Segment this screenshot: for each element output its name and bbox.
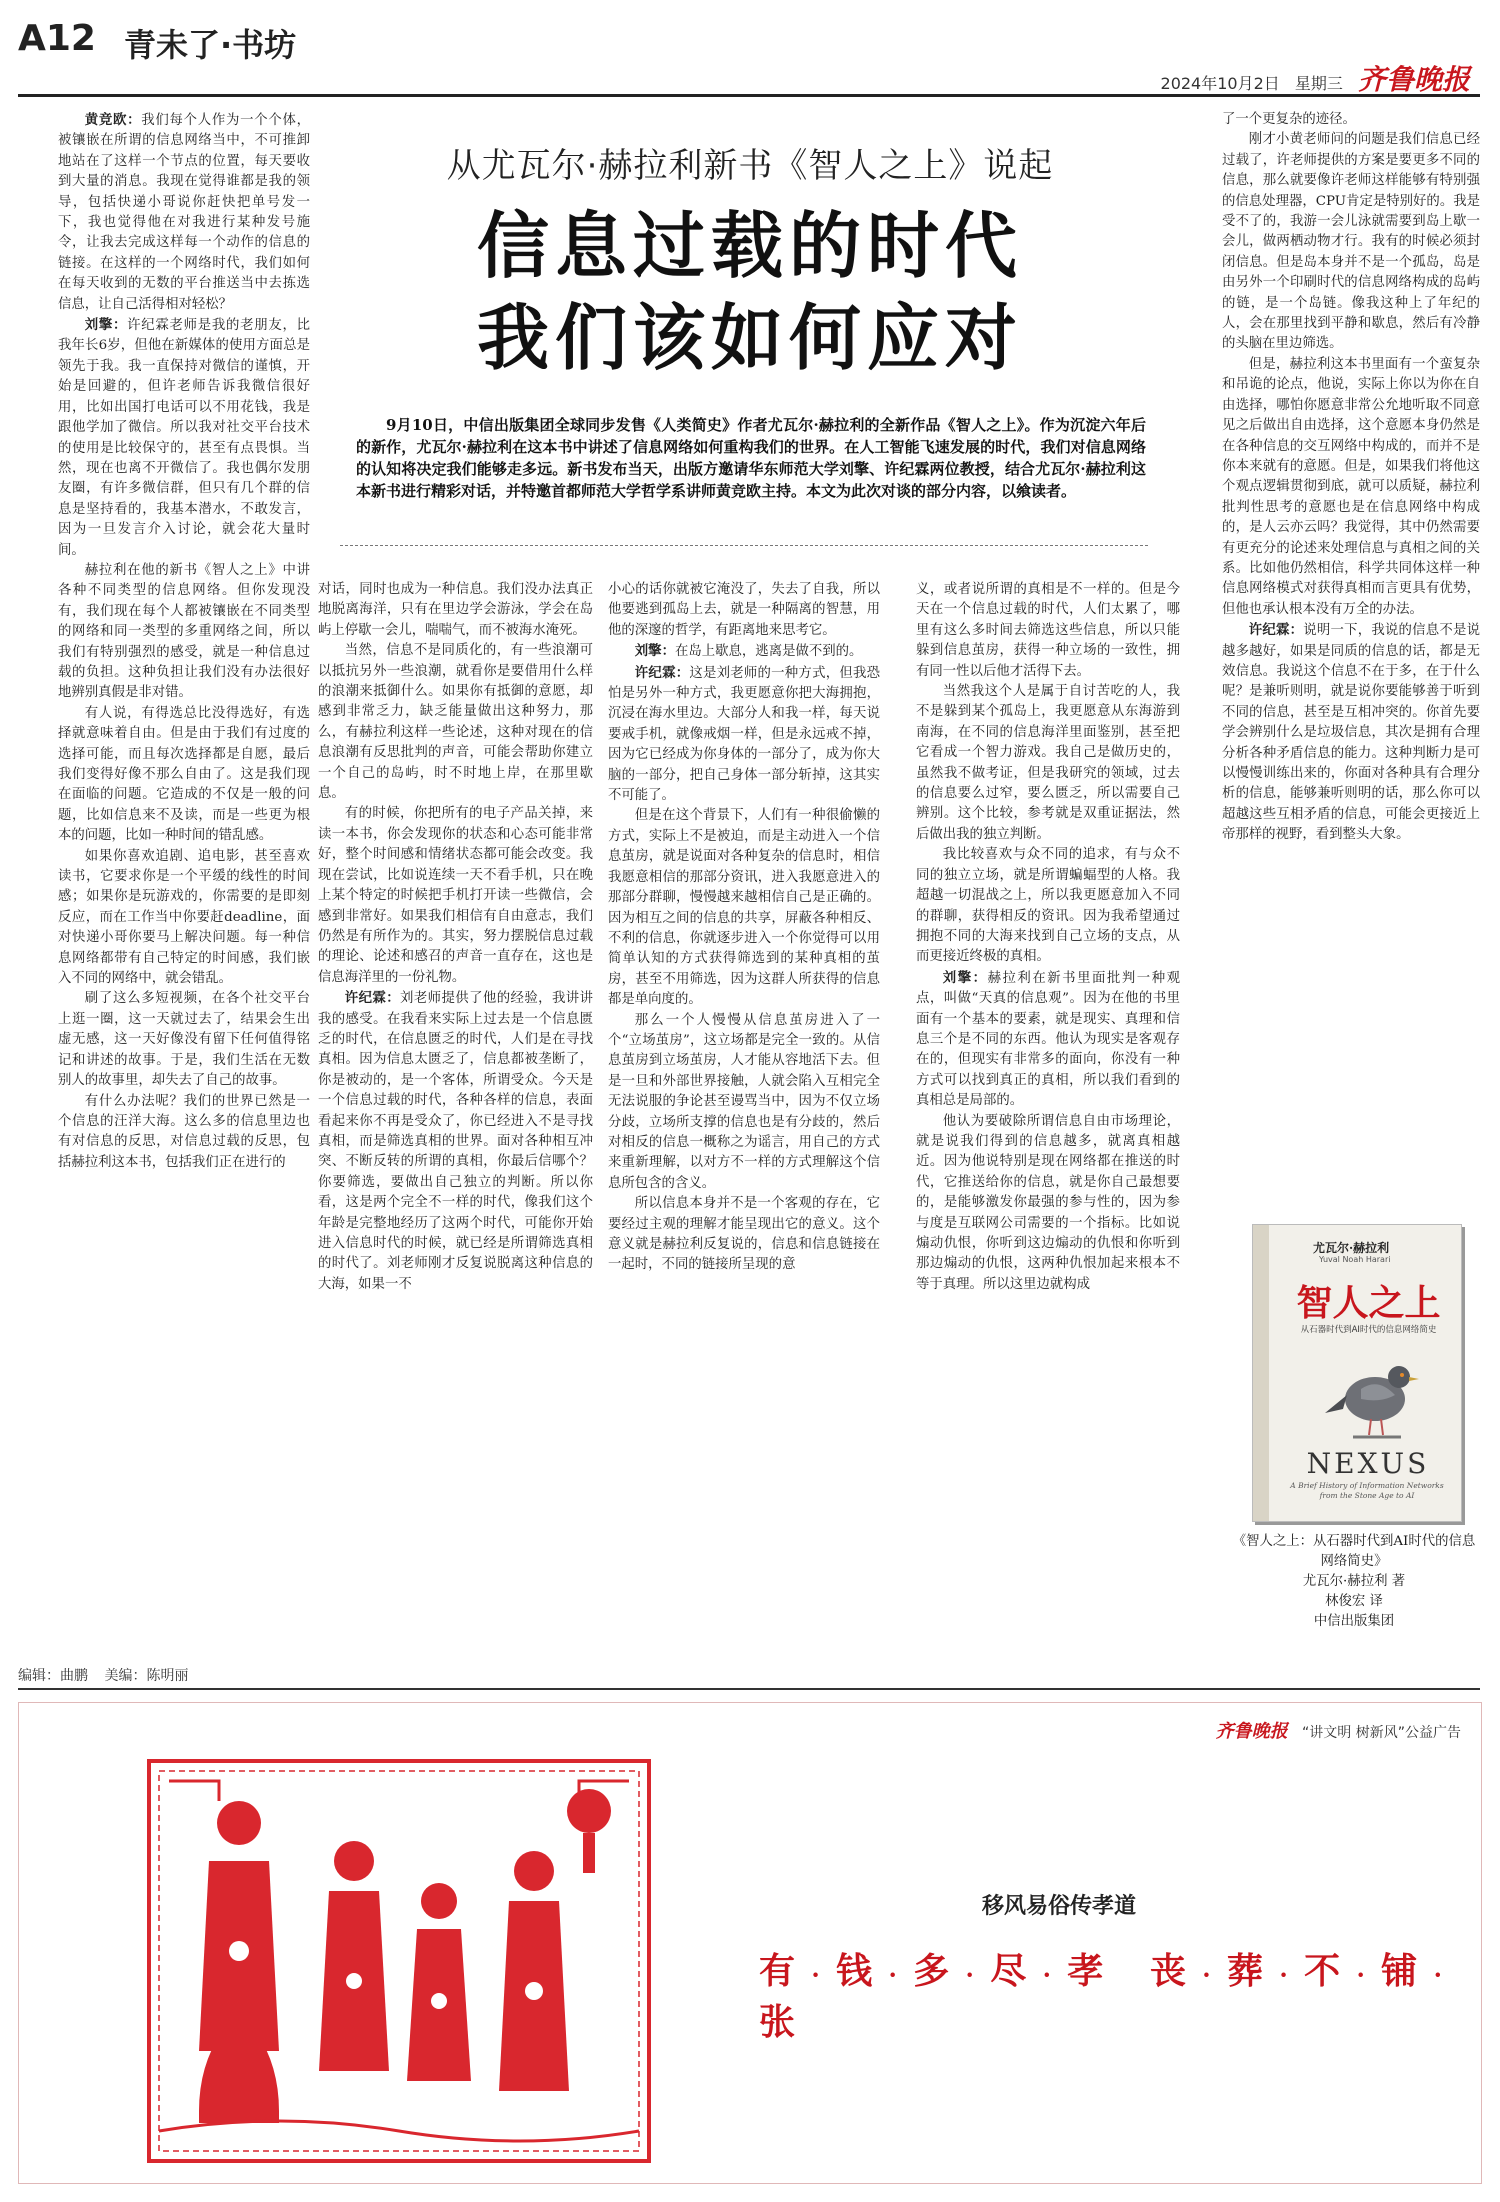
paragraph: 当然，信息不是同质化的，有一些浪潮可以抵抗另外一些浪潮，就看你是要借用什么样的浪潮来抵御什么。如果你有抵御的意愿，却感到非常乏力，缺乏能量做出这种努力，那么，有赫拉利这样一些论述，这种对现在的信息浪潮有反思批判的声音，可能会帮助你建立一个自己的岛屿，时不时地上岸，在那里歇息。 bbox=[318, 643, 593, 802]
book-spine bbox=[1253, 1225, 1269, 1521]
paragraph: 义，或者说所谓的真相是不一样的。但是今天在一个信息过载的时代，人们太累了，哪里有这么多时间去筛选这些信息，所以只能躲到信息茧房，获得一种立场的一致性，拥有同一性以后他才活得下去。 bbox=[916, 582, 1180, 679]
paragraph: 刷了这么多短视频，在各个社交平台上逛一圈，这一天就过去了，结果会生出虚无感，这一天好像没有留下任何值得铭记和讲述的故事。于是，我们生活在无数别人的故事里，却失去了自己的故事。 bbox=[58, 991, 310, 1089]
paragraph: 刘老师提供了他的经验，我讲讲我的感受。在我看来实际上过去是一个信息匮乏的时代，在信息匮乏的时代，人们是在寻找真相。因为信息太匮乏了，信息都被垄断了，你是被动的，是一个客体，所谓受众。今天是一个信息过载的时代，各种各样的信息，表面看起来你不再是受众了，你已经进入不是寻找真相，而是筛选真相的世界。面对各种相互冲突、不断反转的所谓的真相，你最后信哪个？你要筛选，要做出自己独立的判断。所以你看，这是两个完全不一样的时代，像我们这个年龄是完整地经历了这两个时代，可能你开始进入信息时代的时候，就已经是所谓筛选真相的时代了。刘老师刚才反复说脱离这种信息的大海，如果一不 bbox=[318, 991, 593, 1292]
headline-line-2: 我们该如何应对 bbox=[476, 295, 1023, 380]
paragraph: 了一个更复杂的迹径。 bbox=[1222, 112, 1356, 127]
caption-title: 《智人之上：从石器时代到AI时代的信息网络简史》 bbox=[1232, 1534, 1476, 1569]
cover-subtitle: 从石器时代到AI时代的信息网络简史 bbox=[1300, 1325, 1437, 1335]
page-number: A12 bbox=[18, 18, 96, 59]
slogan-part-1: 有 · 钱 · 多 · 尽 · 孝 bbox=[759, 1950, 1108, 1992]
article-column-2 bbox=[318, 580, 593, 1655]
paragraph: 在岛上歇息，逃离是做不到的。 bbox=[674, 644, 863, 660]
caption-translator: 林俊宏 译 bbox=[1325, 1594, 1383, 1609]
slogan-part-2: 丧 · 葬 · 不 · 铺 · 张 bbox=[759, 1950, 1446, 2043]
cover-author: 尤瓦尔·赫拉利 bbox=[1313, 1241, 1390, 1255]
speaker-name: 刘擎： bbox=[634, 643, 675, 660]
page-header bbox=[18, 8, 1480, 97]
paragraph: 当然我这个人是属于自讨苦吃的人，我不是躲到某个孤岛上，我更愿意从东海游到南海，在不同的信息海洋里面鉴别，甚至把它看成一个智力游戏。我自己是做历史的，虽然我不做考证，但是我研究的领域，过去的信息要么过窄，要么匮乏，所以需要自己辨别。这个比较，参考就是双重证据法，然后做出我的独立判断。 bbox=[916, 684, 1180, 842]
speaker-name: 许纪霖： bbox=[344, 990, 401, 1007]
speaker-name: 刘擎： bbox=[84, 317, 128, 334]
paragraph: 对话，同时也成为一种信息。我们没办法真正地脱离海洋，只有在里边学会游泳，学会在岛屿上停歇一会儿，喘喘气，而不被海水淹死。 bbox=[318, 582, 593, 638]
credit-divider bbox=[18, 1688, 1480, 1690]
paragraph: 这是刘老师的一种方式，但我恐怕是另外一种方式，我更愿意你把大海拥抱，沉浸在海水里边。大部分人和我一样，每天说要戒手机，就像戒烟一样，但是永远戒不掉，因为它已经成为你身体的一部分了，成为你大脑的一部分，把自己身体一部分斩掉，这其实不可能了。 bbox=[608, 665, 880, 804]
public-service-ad bbox=[18, 1702, 1482, 2184]
speaker-name: 黄竞欧： bbox=[84, 112, 142, 128]
ad-campaign: “讲文明 树新风”公益广告 bbox=[1302, 1725, 1461, 1741]
paragraph: 我们每个人作为一个个体，被镶嵌在所谓的信息网络当中，不可推卸地站在了这样一个节点的位置，每天要收到大量的消息。我现在觉得谁都是我的领导，包括快递小哥说你赶快把单号发一下，我也觉得他在对我进行某种发号施令，让我去完成这样每一个动作的信息的链接。在这样的一个网络时代，我们如何在每天收到的无数的平台推送当中去拣选信息，让自己活得相对轻松？ bbox=[58, 113, 310, 312]
cover-title: 智人之上 bbox=[1296, 1282, 1441, 1324]
paragraph: 有什么办法呢？我们的世界已然是一个信息的汪洋大海。这么多的信息里边也有对信息的反思，对信息过载的反思，包括赫拉利这本书，包括我们正在进行的 bbox=[58, 1093, 310, 1170]
ad-header bbox=[1216, 1717, 1461, 1743]
cover-author-en: Yuval Noah Harari bbox=[1319, 1255, 1391, 1264]
article-headline bbox=[360, 200, 1140, 384]
book-cover bbox=[1252, 1224, 1462, 1522]
page-credits bbox=[18, 1665, 188, 1685]
article-column-1 bbox=[58, 110, 310, 1655]
paragraph: 赫拉利在新书里面批判一种观点，叫做“天真的信息观”。因为在他的书里面有一个基本的要素，就是现实、真理和信息三个是不同的东西。他认为现实是客观存在的，但现实有非常多的面向，你没有一种方式可以找到真正的真相，所以我们看到的真相总是局部的。 bbox=[916, 970, 1180, 1109]
headline-line-1: 信息过载的时代 bbox=[476, 203, 1023, 288]
paragraph: 所以信息本身并不是一个客观的存在，它要经过主观的理解才能呈现出它的意义。这个意义就是赫拉利反复说的，信息和信息链接在一起时，不同的链接所呈现的意 bbox=[608, 1196, 880, 1273]
papercut-family-illustration bbox=[139, 1751, 659, 2171]
ad-slogan bbox=[759, 1943, 1481, 2045]
caption-publisher: 中信出版集团 bbox=[1313, 1614, 1395, 1629]
paragraph: 有的时候，你把所有的电子产品关掉，来读一本书，你会发现你的状态和心态可能非常好，整个时间感和情绪状态都可能会改变。我现在尝试，比如说连续一天不看手机，只在晚上某个特定的时候把手机打开读一些微信，会感到非常好。如果我们相信有自由意志，我们仍然是有所作为的。其实，努力摆脱信息过载的理论、论述和感召的声音一直存在，这也是信息海洋里的一份礼物。 bbox=[318, 806, 593, 985]
paragraph: 刚才小黄老师问的问题是我们信息已经过载了，许老师提供的方案是要更多不同的信息，那么就要像许老师这样能够有特别强的信息处理器，CPU肯定是特别好的。我是受不了的，我游一会儿泳就需要到岛上歇一会儿，做两栖动物才行。我有的时候必须封闭信息。但是岛本身并不是一个孤岛，岛是由另外一个印刷时代的信息网络构成的岛屿的链，是一个岛链。像我这种上了年纪的人，会在那里找到平静和歇息，然后有冷静的头脑在里边筛选。 bbox=[1222, 132, 1480, 352]
paragraph: 说明一下，我说的信息不是说越多越好，如果是同质的信息的话，都是无效信息。我说这个信息不在于多，在于什么呢？是兼听则明，就是说你要能够善于听到不同的信息，甚至是互相冲突的。你首先要学会辨别什么是垃圾信息，其次是拥有合理分析各种矛盾信息的能力。这种判断力是可以慢慢训练出来的，你面对各种具有合理分析的信息，能够兼听则明的话，那么你可以超越这些互相矛盾的信息，可能会更接近上帝那样的视野，看到整头大象。 bbox=[1222, 623, 1480, 843]
paragraph: 赫拉利在他的新书《智人之上》中讲各种不同类型的信息网络。但你发现没有，我们现在每个人都被镶嵌在不同类型的网络和同一类型的多重网络之间，所以我们有特别强烈的感受，就是一种信息过载的负担。这种负担让我们没有办法很好地辨别真假是非对错。 bbox=[58, 562, 310, 701]
article-column-3 bbox=[608, 580, 880, 1655]
speaker-name: 刘擎： bbox=[942, 969, 988, 986]
section-title: 青未了·书坊 bbox=[124, 26, 297, 64]
issue-date: 2024年10月2日 bbox=[1160, 74, 1280, 93]
article-subtitle: 从尤瓦尔·赫拉利新书《智人之上》说起 bbox=[446, 146, 1054, 186]
designer-credit: 美编：陈明丽 bbox=[104, 1668, 189, 1684]
ad-theme: 移风易俗传孝道 bbox=[981, 1893, 1136, 1919]
paragraph: 那么一个人慢慢从信息茧房进入了一个“立场茧房”，这立场都是完全一致的。从信息茧房到立场茧房，人才能从容地活下去。但是一旦和外部世界接触，人就会陷入互相完全无法说服的争论甚至谩骂当中，因为不仅立场分歧，立场所支撑的信息也是有分歧的，然后对相反的信息一概称之为谣言，用自己的方式来重新理解，以对方不一样的方式理解这个信息所包含的含义。 bbox=[608, 1012, 880, 1191]
speaker-name: 许纪霖： bbox=[1248, 622, 1304, 639]
issue-weekday: 星期三 bbox=[1294, 74, 1343, 93]
article-column-4 bbox=[916, 580, 1180, 1655]
paragraph: 但是，赫拉利这本书里面有一个蛮复杂和吊诡的论点，他说，实际上你以为你在自由选择，哪怕你愿意非常公允地听取不同意见之后做出自由选择，这个意愿本身仍然是在各种信息的交互网络中构成的，而并不是你本来就有的意愿。但是，如果我们将他这个观点逻辑贯彻到底，就可以质疑，赫拉利批判性思考的意愿也是在信息网络中构成的，是人云亦云吗？我觉得，其中仍然需要有更充分的论述来处理信息与真相之间的关系。比如他仍然相信，科学共同体这样一种信息网络模式对获得真相而言更具有优势，但他也承认根本没有万全的办法。 bbox=[1222, 356, 1480, 617]
article-column-5 bbox=[1222, 110, 1480, 1215]
paragraph: 但是在这个背景下，人们有一种很偷懒的方式，实际上不是被迫，而是主动进入一个信息茧房，就是说面对各种复杂的信息时，相信我愿意相信的那部分资讯，进入我愿意进入的那部分群聊，慢慢越来越相信自己是正确的。因为相互之间的信息的共享，屏蔽各种相反、不利的信息，你就逐步进入一个你觉得可以用简单认知的方式获得筛选到的某种真相的茧房，甚至不用筛选，因为这群人所获得的信息都是单向度的。 bbox=[608, 808, 880, 1008]
dateline bbox=[1161, 58, 1470, 98]
cover-subtitle-en: A Brief History of Information Networks from the Stone Age to AI bbox=[1290, 1481, 1444, 1500]
paragraph: 如果你喜欢追剧、追电影，甚至喜欢读书，它要求你是一个平缓的线性的时间感；如果你是玩游戏的，你需要的是即刻反应，而在工作当中你要赶deadline，面对快递小哥你要马上解决问题。每一种信息网络都带有自己特定的时间感，我们嵌入不同的网络中，就会错乱。 bbox=[58, 848, 310, 987]
book-caption bbox=[1230, 1532, 1478, 1632]
cover-title-en: NEXUS bbox=[1306, 1447, 1430, 1480]
editor-credit: 编辑：曲鹏 bbox=[18, 1668, 88, 1684]
speaker-name: 许纪霖： bbox=[634, 664, 690, 681]
paragraph: 我比较喜欢与众不同的追求，有与众不同的独立立场，就是所谓蝙蝠型的人格。我超越一切混战之上，所以我更愿意加入不同的群聊，获得相反的资讯。因为我希望通过拥抱不同的大海来找到自己立场的支点，从而更接近终极的真相。 bbox=[916, 847, 1180, 965]
paragraph: 有人说，有得选总比没得选好，有选择就意味着自由。但是由于我们有过度的选择可能，而且每次选择都是自愿，最后我们变得好像不那么自由了。这是我们现在面临的问题。它造成的不仅是一般的问题，比如信息来不及读，而是一些更为根本的问题，比如一种时间的错乱感。 bbox=[58, 705, 310, 844]
caption-author: 尤瓦尔·赫拉利 著 bbox=[1302, 1574, 1406, 1589]
lead-divider bbox=[340, 545, 1148, 546]
ad-logo: 齐鲁晚报 bbox=[1215, 1721, 1288, 1742]
paragraph: 小心的话你就被它淹没了，失去了自我，所以他要逃到孤岛上去，就是一种隔离的智慧，用他的深邃的哲学，有距离地来思考它。 bbox=[608, 582, 880, 638]
article-lead: 9月10日，中信出版集团全球同步发售《人类简史》作者尤瓦尔·赫拉利的全新作品《智人之上》。作为沉淀六年后的新作，尤瓦尔·赫拉利在这本书中讲述了信息网络如何重构我们的世界。在人工智能飞速发展的时代，我们对信息网络的认知将决定我们能够走多远。新书发布当天，出版方邀请华东师范大学刘擎、许纪霖两位教授，结合尤瓦尔·赫拉利这本新书进行精彩对话，并特邀首都师范大学哲学系讲师黄竞欧主持。本文为此次对谈的部分内容，以飨读者。 bbox=[356, 416, 1146, 500]
paragraph: 许纪霖老师是我的老朋友，比我年长6岁，但他在新媒体的使用方面总是领先于我。我一直保持对微信的谨慎，开始是回避的，但许老师告诉我微信很好用，比如出国打电话可以不用花钱，我是跟他学加了微信。所以我对社交平台技术的使用是比较保守的，甚至有点畏惧。当然，现在也离不开微信了。我也偶尔发朋友圈，有许多微信群，但只有几个群的信息是坚持看的，我基本潜水，不敢发言，因为一旦发言介入讨论，就会花大量时间。 bbox=[58, 318, 310, 558]
newspaper-logo: 齐鲁晚报 bbox=[1357, 63, 1470, 96]
pigeon-icon bbox=[1323, 1347, 1423, 1443]
paragraph: 他认为要破除所谓信息自由市场理论，就是说我们得到的信息越多，就离真相越近。因为他说特别是现在网络都在推送的时代，它推送给你的信息，就是你自己最想要的，是能够激发你最强的参与性的，因为参与度是互联网公司需要的一个指标。比如说煽动仇恨，你听到这边煽动的仇恨和你听到那边煽动的仇恨，这两种仇恨加起来根本不等于真理。所以这里边就构成 bbox=[916, 1113, 1180, 1292]
